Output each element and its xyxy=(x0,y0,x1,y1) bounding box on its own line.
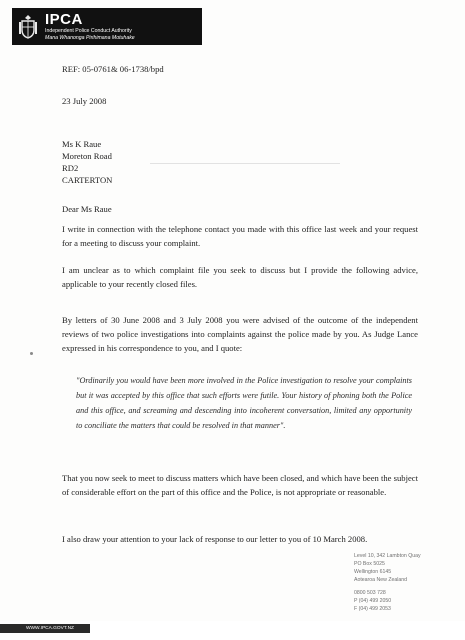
quoted-passage: "Ordinarily you would have been more involved in the Police investigation to resolve your complaints but it was accepted by this office that such efforts were futile. Your history of phoning both the Police and this office, and screaming and descending into incoherent conversation, limited any opportunity to conciliate the matters that could be resolved in that manner". xyxy=(76,376,412,430)
paragraph-4: That you now seek to meet to discuss matters which have been closed, and which have been the subject of considerable effort on the part of this office and the Police, is not appropriate or reasonable. xyxy=(62,473,418,497)
contact-phone-free: 0800 503 728 xyxy=(354,590,386,596)
logo-title: IPCA xyxy=(45,11,83,29)
logo-subtitle: Independent Police Conduct Authority xyxy=(45,28,132,35)
logo-subtitle-maori: Mana Whanonga Pirihimana Motuhake xyxy=(45,34,135,41)
letter-date: 23 July 2008 xyxy=(62,96,107,106)
paragraph-2: I am unclear as to which complaint file you seek to discuss but I provide the following advice, applicable to your recently closed files. xyxy=(62,265,418,289)
paragraph-1: I write in connection with the telephone contact you made with this office last week and your request for a meeting to discuss your complaint. xyxy=(62,224,418,248)
contact-fax: F (04) 499 2053 xyxy=(354,606,391,612)
recipient-rd: RD2 xyxy=(62,163,79,173)
contact-address-line1: Level 10, 342 Lambton Quay xyxy=(354,553,421,559)
reference-number: REF: 05-0761& 06-1738/bpd xyxy=(62,64,164,74)
contact-address-line3: Wellington 6145 xyxy=(354,569,392,575)
recipient-street: Moreton Road xyxy=(62,151,112,161)
paragraph-3: By letters of 30 June 2008 and 3 July 2008 you were advised of the outcome of the independent reviews of two police investigations into complaints against the police made by you. As Judge Lance expressed in his correspondence to you, and I quote: xyxy=(62,315,418,353)
salutation: Dear Ms Raue xyxy=(62,204,112,214)
contact-address-line2: PO Box 5025 xyxy=(354,561,385,567)
contact-phone: P (04) 499 2050 xyxy=(354,598,392,604)
recipient-town: CARTERTON xyxy=(62,175,113,185)
ipca-logo xyxy=(12,8,202,45)
coat-of-arms-icon xyxy=(17,13,39,41)
scan-artifact xyxy=(150,163,340,164)
recipient-name: Ms K Raue xyxy=(62,139,102,149)
footer-website: WWW.IPCA.GOVT.NZ xyxy=(0,624,90,633)
contact-address-line4: Aotearoa New Zealand xyxy=(354,577,408,583)
scan-dot xyxy=(30,352,33,355)
paragraph-5: I also draw your attention to your lack of response to our letter to you of 10 March 2008. xyxy=(62,534,368,544)
